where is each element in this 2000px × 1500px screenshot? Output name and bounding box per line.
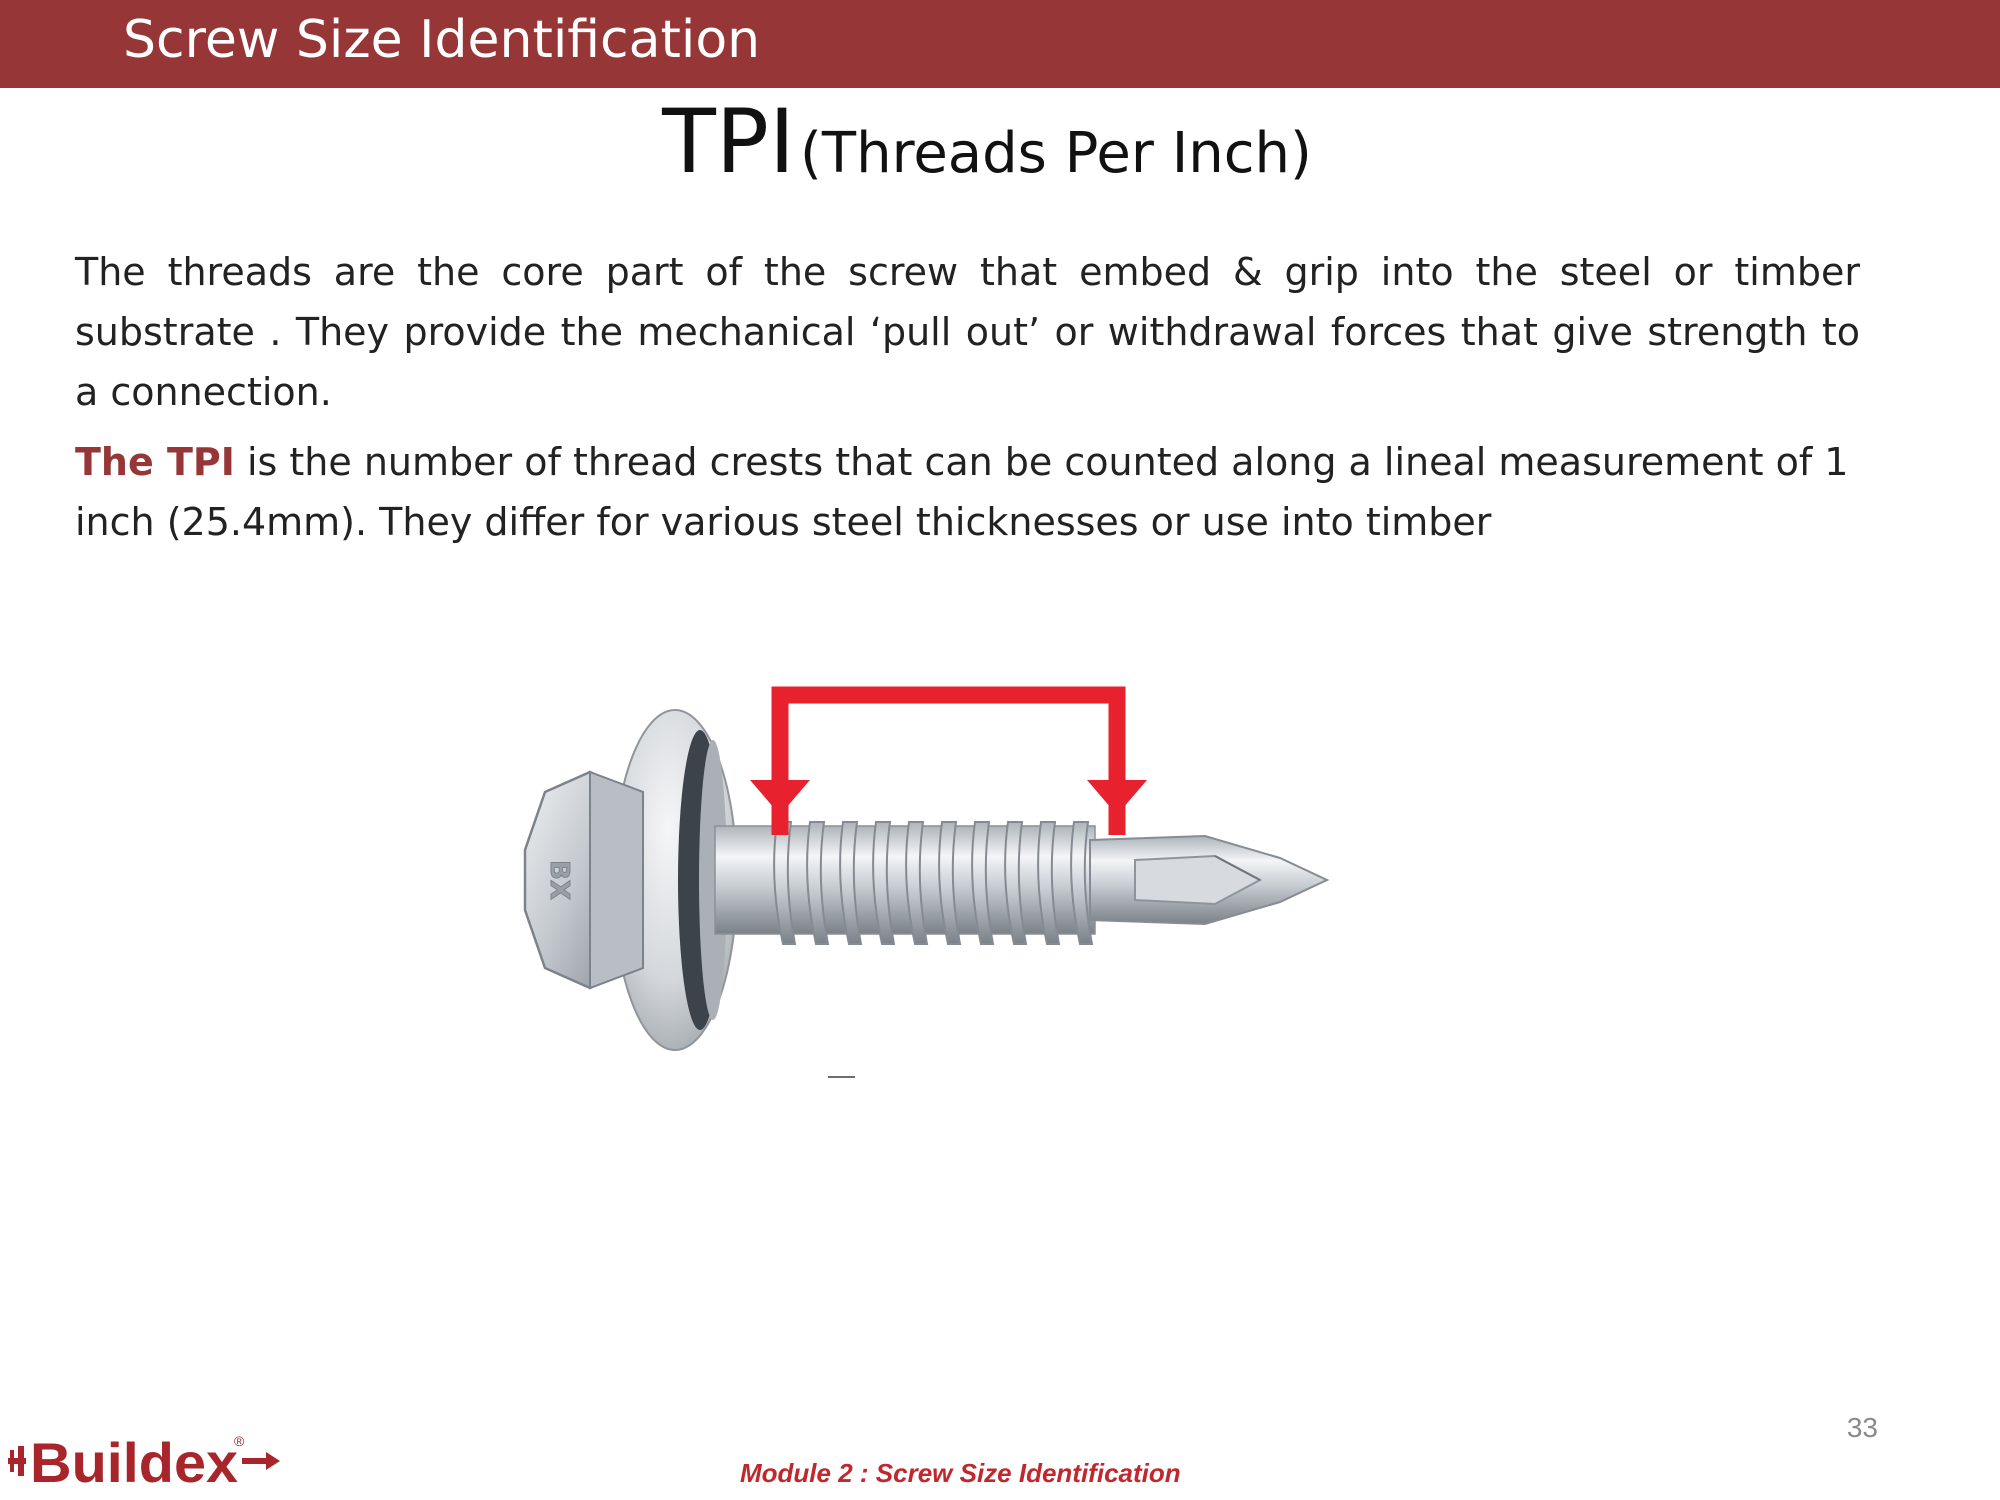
- screw-illustration: [515, 680, 1335, 1090]
- tpi-measure-arrow: [750, 695, 1147, 835]
- paragraph-tpi: [75, 432, 1860, 552]
- header-title: Screw Size Identification: [123, 10, 761, 70]
- hex-head: [525, 772, 643, 988]
- tpi-highlight: The TPI: [75, 440, 235, 484]
- slide-title-subtitle: (Threads Per Inch): [800, 121, 1312, 186]
- footer-module-label: Module 2 : Screw Size Identification: [740, 1458, 1181, 1488]
- header-bar: [0, 0, 2000, 88]
- slide-title: [0, 92, 1974, 217]
- logo-wordmark: Buildex: [30, 1431, 238, 1494]
- tpi-definition: is the number of thread crests that can be counted along a lineal measurement of 1 inch (25.4mm). They differ for various steel thicknesses or use into timber: [75, 440, 1849, 544]
- drill-point: [1090, 836, 1327, 924]
- head-marking: BX: [544, 860, 574, 900]
- paragraph-threads: The threads are the core part of the screw that embed & grip into the steel or timber substrate . They provide the mechanical ‘pull out’ or withdrawal forces that give strength to a connection.: [75, 250, 1860, 414]
- buildex-logo: [6, 1428, 282, 1494]
- page-number: 33: [1846, 1412, 1878, 1443]
- slide-title-main: TPI: [662, 90, 795, 193]
- logo-registered-mark: ®: [234, 1433, 245, 1449]
